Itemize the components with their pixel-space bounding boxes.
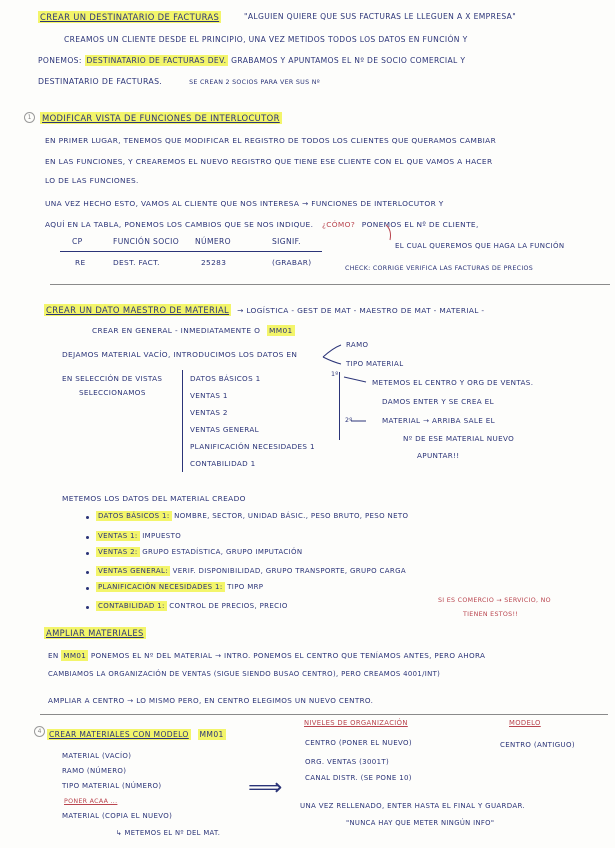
datos-value: TIPO MRP — [227, 583, 264, 591]
section4-line3: AMPLIAR A CENTRO → LO MISMO PERO, EN CENTRO ELEGIMOS UN NUEVO CENTRO. — [48, 696, 374, 705]
datos-value: CONTROL DE PRECIOS, PRECIO — [169, 602, 288, 610]
section5-left-last: MATERIAL (COPIA EL NUEVO) — [62, 812, 173, 820]
table-cell-signif: (GRABAR) — [272, 258, 312, 267]
section2-line6: EL CUAL QUEREMOS QUE HAGA LA FUNCIÓN — [395, 242, 565, 250]
section3-red-note1: SI ES COMERCIO → SERVICIO, NO — [438, 597, 551, 604]
datos-key: DATOS BÁSICOS 1: — [98, 512, 170, 520]
section4-line1-highlight: MM01 — [63, 651, 87, 660]
modelo-title: MODELO — [509, 719, 541, 727]
section2-line5-text: AQUÍ EN LA TABLA, PONEMOS LOS CAMBIOS QUE SE NOS INDIQUE. — [45, 220, 314, 229]
arrow-to-ramo — [323, 345, 341, 357]
table-header-signif: SIGNIF. — [272, 237, 301, 246]
section1-line1: CREAMOS UN CLIENTE DESDE EL PRINCIPIO, UNA VEZ METIDOS TODOS LOS DATOS EN FUNCIÓN Y — [64, 35, 468, 44]
datos-key: VENTAS 1: — [98, 532, 138, 540]
arrow-to-tipo — [323, 357, 341, 364]
niveles-item: CENTRO (PONER EL NUEVO) — [305, 739, 412, 747]
section2-line4: UNA VEZ HECHO ESTO, VAMOS AL CLIENTE QUE NOS INTERESA → FUNCIONES DE INTERLOCUTOR Y — [45, 199, 444, 208]
section5-heading-highlight: MM01 — [199, 730, 224, 739]
section4-heading-text: AMPLIAR MATERIALES — [46, 628, 144, 638]
vista-item: PLANIFICACIÓN NECESIDADES 1 — [190, 442, 315, 451]
section5-left-item: RAMO (NÚMERO) — [62, 767, 127, 775]
datos-key: VENTAS GENERAL: — [98, 567, 169, 575]
section3-right5: APUNTAR!! — [417, 451, 460, 460]
table-cell-funcion: DEST. FACT. — [113, 258, 160, 267]
section5-number-circle: 4 — [34, 726, 45, 737]
section4-line1-pre: EN — [48, 651, 59, 660]
section3-path2-highlight: MM01 — [269, 326, 293, 335]
section1-line2-post: GRABAMOS Y APUNTAMOS EL Nº DE SOCIO COMERCIAL Y — [231, 56, 466, 65]
section5-final: UNA VEZ RELLENADO, ENTER HASTA EL FINAL Y GUARDAR. — [300, 802, 526, 810]
vista-item: VENTAS 1 — [190, 391, 228, 400]
section2-question-note: ¿CÓMO? — [321, 220, 356, 229]
vista-item: DATOS BÁSICOS 1 — [190, 374, 261, 383]
table-header-cp: CP — [72, 237, 83, 246]
section3-path: → LOGÍSTICA - GEST DE MAT - MAESTRO DE MAT - MATERIAL - — [237, 306, 485, 315]
section1-heading-text: CREAR UN DESTINATARIO DE FACTURAS — [40, 12, 220, 22]
section2-line1: EN PRIMER LUGAR, TENEMOS QUE MODIFICAR EL REGISTRO DE TODOS LOS CLIENTES QUE QUERAMOS CAMBIAR — [45, 136, 497, 145]
section3-red-note2: TIENEN ESTOS!! — [463, 611, 519, 618]
section1-quote: "ALGUIEN QUIERE QUE SUS FACTURAS LE LLEGUEN A X EMPRESA" — [244, 12, 517, 21]
section2-number-circle: 1 — [24, 112, 35, 123]
section2-heading-text: MODIFICAR VISTA DE FUNCIONES DE INTERLOCUTOR — [42, 113, 280, 123]
section4-line1-post: PONEMOS EL Nº DEL MATERIAL → INTRO. PONEMOS EL CENTRO QUE TENÍAMOS ANTES, PERO AHORA — [90, 651, 486, 660]
section2-line5-post: PONEMOS EL Nº DE CLIENTE, — [361, 220, 479, 229]
section1-note: SE CREAN 2 SOCIOS PARA VER SUS Nº — [189, 79, 320, 86]
section2-check-note: CHECK: CORRIGE VERIFICA LAS FACTURAS DE PRECIOS — [345, 265, 534, 272]
vista-item: VENTAS 2 — [190, 408, 228, 417]
section1-line2-highlight: DESTINATARIO DE FACTURAS DEV. — [86, 56, 227, 65]
niveles-title: NIVELES DE ORGANIZACIÓN — [304, 719, 408, 727]
step-1-label: 1º — [331, 371, 339, 378]
section5-left-item: TIPO MATERIAL (NÚMERO) — [62, 782, 162, 790]
section3-vistas-l1: EN SELECCIÓN DE VISTAS — [62, 374, 163, 383]
section2-line2: EN LAS FUNCIONES, Y CREAREMOS EL NUEVO REGISTRO QUE TIENE ESE CLIENTE CON EL QUE VAMOS A HACER — [45, 157, 493, 166]
section3-right2: DAMOS ENTER Y SE CREA EL — [382, 397, 494, 406]
section3-right1: METEMOS EL CENTRO Y ORG DE VENTAS. — [372, 378, 534, 387]
section5-left-tail: ↳ METEMOS EL Nº DEL MAT. — [116, 829, 221, 837]
arrow-step1 — [344, 377, 366, 382]
step-2-label: 2º — [345, 417, 353, 424]
datos-key: PLANIFICACIÓN NECESIDADES 1: — [98, 583, 223, 591]
double-arrow-icon: ⟹ — [248, 773, 283, 801]
niveles-item: ORG. VENTAS (3001T) — [305, 758, 390, 766]
table-header-numero: NÚMERO — [195, 237, 231, 246]
datos-value: NOMBRE, SECTOR, UNIDAD BÁSIC., PESO BRUTO, PESO NETO — [174, 512, 409, 520]
section5-left-item: MATERIAL (VACÍO) — [62, 752, 132, 760]
section3-path2-pre: CREAR EN GENERAL - INMEDIATAMENTE O — [92, 326, 261, 335]
vista-item: CONTABILIDAD 1 — [190, 459, 256, 468]
section3-opt-ramo: RAMO — [346, 341, 369, 349]
section3-right4: Nº DE ESE MATERIAL NUEVO — [403, 434, 515, 443]
modelo-item: CENTRO (ANTIGUO) — [500, 741, 575, 749]
section2-line3: LO DE LAS FUNCIONES. — [45, 176, 139, 185]
section5-final2: "NUNCA HAY QUE METER NINGÚN INFO" — [346, 819, 495, 827]
section3-opt-tipo: TIPO MATERIAL — [346, 360, 404, 368]
niveles-item: CANAL DISTR. (SE PONE 10) — [305, 774, 412, 782]
section3-heading-text: CREAR UN DATO MAESTRO DE MATERIAL — [46, 305, 230, 315]
section4-line2: CAMBIAMOS LA ORGANIZACIÓN DE VENTAS (SIGUE SIENDO BUSAO CENTRO), PERO CREAMOS 4001/INT) — [48, 670, 441, 678]
section5-heading-text: CREAR MATERIALES CON MODELO — [49, 730, 189, 739]
table-cell-numero: 25283 — [201, 258, 227, 267]
datos-value: IMPUESTO — [142, 532, 182, 540]
datos-title: METEMOS LOS DATOS DEL MATERIAL CREADO — [62, 494, 246, 503]
table-cell-cp: RE — [75, 258, 86, 267]
vista-item: VENTAS GENERAL — [190, 425, 259, 434]
table-header-funcion: FUNCIÓN SOCIO — [113, 237, 180, 246]
arrow-como — [386, 225, 391, 240]
section3-right3: MATERIAL → ARRIBA SALE EL — [382, 416, 496, 425]
datos-value: GRUPO ESTADÍSTICA, GRUPO IMPUTACIÓN — [142, 548, 303, 556]
datos-key: VENTAS 2: — [98, 548, 138, 556]
section3-line1: DEJAMOS MATERIAL VACÍO, INTRODUCIMOS LOS DATOS EN — [62, 350, 298, 359]
section3-vistas-l2: SELECCIONAMOS — [79, 388, 146, 397]
section1-line3-text: DESTINATARIO DE FACTURAS. — [38, 77, 163, 86]
section5-left-sub: PONER ACAA ... — [64, 798, 118, 805]
section1-line2-pre: PONEMOS: — [38, 56, 82, 65]
datos-value: VERIF. DISPONIBILIDAD, GRUPO TRANSPORTE, GRUPO CARGA — [172, 567, 407, 575]
datos-key: CONTABILIDAD 1: — [98, 602, 165, 610]
